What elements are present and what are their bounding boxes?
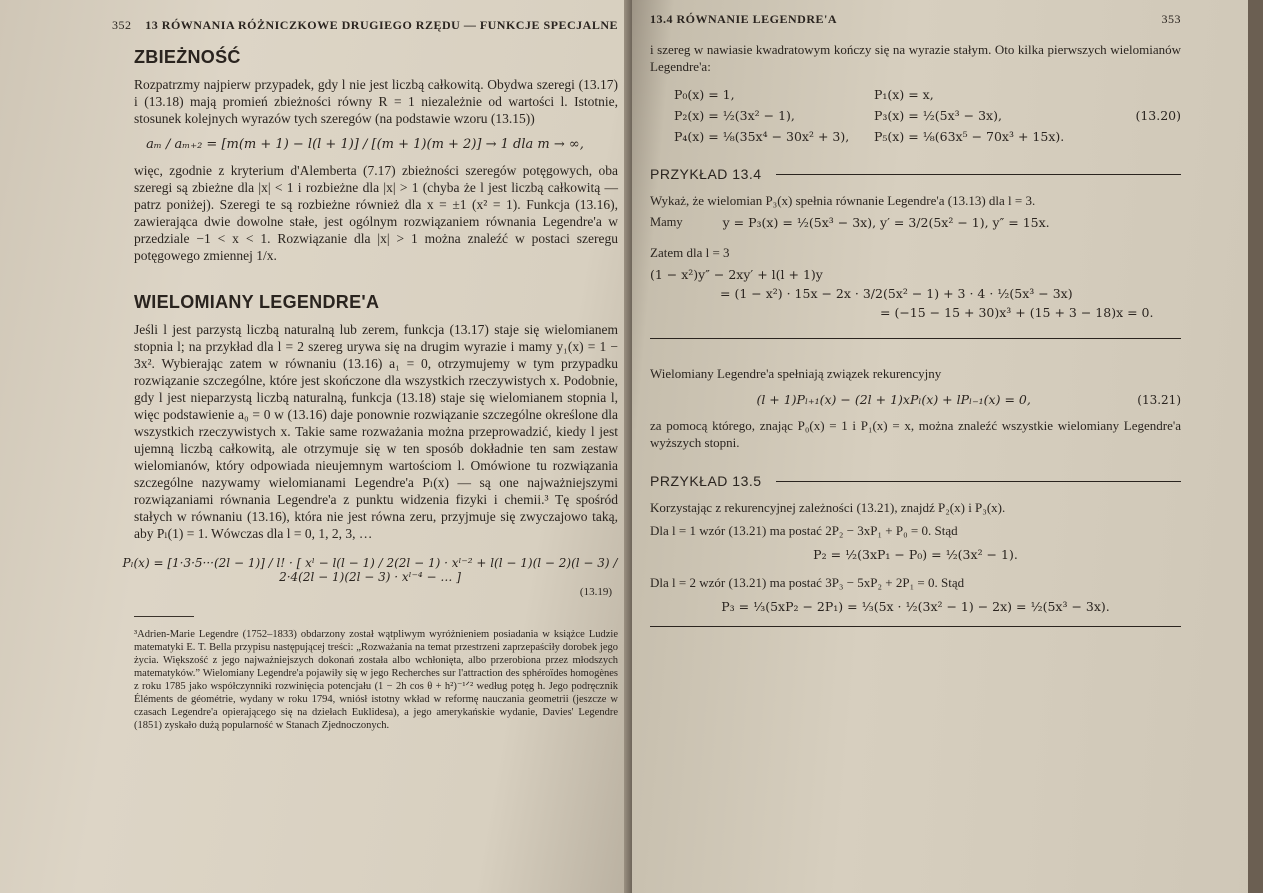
example-13-5-step2: Dla l = 2 wzór (13.21) ma postać 3P₃ − 5xP₂ + 2P₁ = 0. Stąd — [650, 575, 965, 590]
footnote-divider — [134, 616, 194, 617]
example-13-5-result1: P₂ = ½(3xP₁ − P₀) = ½(3x² − 1). — [813, 547, 1018, 562]
formula-13-19: Pₗ(x) = [1·3·5···(2l − 1)] / l! · [ xˡ − l(l − 1) / 2(2l − 1) · xˡ⁻² + l(l − 1)(l − 2)(l − 3) / 2·4(2l − 1)(2l − 3) · xˡ⁻⁴ − … ] — [122, 556, 618, 584]
example-13-4-task: Wykaż, że wielomian P₃(x) spełnia równanie Legendre'a (13.13) dla l = 3. — [650, 193, 1036, 208]
example-13-4-derivatives — [650, 215, 1181, 230]
right-page-number: 353 — [1161, 12, 1181, 26]
recurrence-row — [650, 392, 1181, 407]
left-page-number: 352 — [112, 18, 132, 32]
example-13-5-task: Korzystając z rekurencyjnej zależności (13.21), znajdź P₂(x) i P₃(x). — [650, 500, 1006, 515]
convergence-paragraph-2: więc, zgodnie z kryterium d'Alemberta (7.17) zbieżności szeregów potęgowych, oba szeregi są zbieżne dla |x| < 1 i rozbieżne dla |x| > 1 (chyba że l jest liczbą całkowitą — patrz poniżej). Szeregi te są rozbieżne również dla x = ±1 (x² = 1). Funkcja (13.16), zawierająca dwie dowolne stałe, jest ogólnym rozwiązaniem równania Legendre'a w przedziale −1 < x < 1. Rozwiązanie dla |x| > 1 można znaleźć w postaci szeregu potęgowego zmiennej 1/x. — [134, 163, 618, 263]
example-13-4-title: PRZYKŁAD 13.4 — [650, 166, 762, 182]
example-13-5-title: PRZYKŁAD 13.5 — [650, 473, 762, 489]
verification-line-3: = (−15 − 15 + 30)x³ + (15 + 3 − 18)x = 0. — [880, 305, 1154, 320]
zatem-label: Zatem dla l = 3 — [650, 245, 730, 260]
legendre-polynomial-list — [674, 87, 1181, 144]
eqno-13-21: (13.21) — [1137, 392, 1181, 407]
recurrence-formula: (l + 1)Pₗ₊₁(x) − (2l + 1)xPₗ(x) + lPₗ₋₁(x) = 0, — [756, 392, 1031, 407]
example-13-4-end-rule — [650, 338, 1181, 339]
left-running-title: 13 RÓWNANIA RÓŻNICZKOWE DRUGIEGO RZĘDU — FUNKCJE SPECJALNE — [145, 18, 618, 32]
section-title-legendre-polynomials: WIELOMIANY LEGENDRE'A — [134, 292, 380, 312]
legendre-polynomials-paragraph: Jeśli l jest parzystą liczbą naturalną lub zerem, funkcja (13.17) staje się wielomianem stopnia l; na przykład dla l = 2 szereg urywa się na drugim wyrazie i mamy y₁(x) = 1 − 3x². Wybierając zatem w równaniu (13.16) a₁ = 0, otrzymujemy w tym przypadku rozwiązanie szczególne, które jest skończone dla wszystkich rzeczywistych x. Podobnie, gdy l jest nieparzystą liczbą naturalną, funkcja (13.18) staje się wielomianem stopnia l, więc podstawienie a₀ = 0 w (13.16) daje ponownie rozwiązanie szczególne określone dla wszystkich rzeczywistych x. Takie same rozważania można przeprowadzić, kiedy l jest ujemną liczbą całkowitą, ale otrzymuje się w ten sposób dokładnie ten sam zestaw wielomianów, który odpowiada nieujemnym wartościom l. Omówione tu rozwiązania szczególne nazywamy wielomianami Legendre'a Pₗ(x) — są one najważniejszymi rozwiązaniami równania Legendre'a z punktu widzenia fizyki i chemii.³ Tę spośród stałych w równaniu (13.16), która nie jest równa zeru, przyjmuje się zwyczajowo taką, aby Pₗ(1) = 1. Wówczas dla l = 0, 1, 2, 3, … — [134, 322, 618, 541]
example-13-4-rule — [776, 174, 1181, 175]
example-13-5-header — [650, 473, 1181, 489]
verification-line-1: (1 − x²)y″ − 2xy′ + l(l + 1)y — [650, 267, 823, 282]
example-13-5-step1: Dla l = 1 wzór (13.21) ma postać 2P₂ − 3xP₁ + P₀ = 0. Stąd — [650, 523, 958, 538]
recurrence-intro: Wielomiany Legendre'a spełniają związek rekurencyjny — [650, 366, 942, 381]
poly-p1: P₁(x) = x, — [874, 87, 934, 102]
poly-p5: P₅(x) = ⅛(63x⁵ − 70x³ + 15x). — [874, 129, 1065, 144]
poly-p2: P₂(x) = ½(3x² − 1), — [674, 108, 795, 123]
section-title-zbieznosc: ZBIEŻNOŚĆ — [134, 47, 241, 67]
left-running-head — [112, 18, 618, 33]
legendre-intro: i szereg w nawiasie kwadratowym kończy się na wyrazie stałym. Oto kilka pierwszych wielomianów Legendre'a: — [650, 42, 1181, 74]
poly-p0: P₀(x) = 1, — [674, 87, 735, 102]
example-13-5-result2: P₃ = ⅓(5xP₂ − 2P₁) = ⅓(5x · ½(3x² − 1) − 2x) = ½(5x³ − 3x). — [721, 599, 1110, 614]
example-13-4-header — [650, 166, 1181, 182]
poly-p4: P₄(x) = ⅛(35x⁴ − 30x² + 3), — [674, 129, 850, 144]
convergence-paragraph-1: Rozpatrzmy najpierw przypadek, gdy l nie jest liczbą całkowitą. Obydwa szeregi (13.17) i (13.18) mają promień zbieżności równy R = 1 niezależnie od wartości l. Istotnie, stosunek kolejnych wyrazów tych szeregów (na podstawie wzoru (13.15)) — [134, 77, 618, 126]
poly-p3: P₃(x) = ½(5x³ − 3x), — [874, 108, 1002, 123]
verification-line-2: = (1 − x²) · 15x − 2x · 3/2(5x² − 1) + 3 · 4 · ½(5x³ − 3x) — [720, 286, 1073, 301]
eqno-13-19: (13.19) — [579, 586, 612, 598]
book-right-edge — [1248, 0, 1263, 893]
recurrence-after: za pomocą którego, znając P₀(x) = 1 i P₁(x) = x, można znaleźć wszystkie wielomiany Legendre'a wyższych stopni. — [650, 418, 1181, 450]
derivatives-formula: y = P₃(x) = ½(5x³ − 3x), y′ = 3/2(5x² − 1), y″ = 15x. — [722, 215, 1050, 230]
right-running-head — [650, 12, 1181, 27]
ratio-formula: aₘ / aₘ₊₂ = [m(m + 1) − l(l + 1)] / [(m + 1)(m + 2)] → 1 dla m → ∞, — [146, 137, 584, 152]
right-page — [632, 0, 1263, 893]
eqno-13-20: (13.20) — [1135, 108, 1181, 123]
footnote-legendre: ³Adrien-Marie Legendre (1752–1833) obdarzony został wątpliwym wyróżnieniem posiadania w książce Ludzie matematyki E. T. Bella przypisu następującej treści: „Rozważania na temat przestrzeni zaprzepaściły dorobek jego życia. Większość z jego najważniejszych dokonań została albo wchłonięta, albo przerobiona przez młodszych matematyków.” Wielomiany Legendre'a pojawiły się w jego Recherches sur l'attraction des sphéroïdes homogènes z roku 1785 jako współczynniki rozwinięcia potencjału (1 − 2h cos θ + h²)⁻¹ᐟ² według potęg h. Jego podręcznik Éléments de géométrie, wydany w roku 1794, wniósł istotny wkład w reformę nauczania geometrii (jeszcze w czasach Legendre'a opierającego się na dziełach Euklidesa), a jego amerykańskie wydanie, Davies' Legendre (1851) zyskało dużą popularność w Stanach Zjednoczonych. — [134, 628, 618, 731]
example-13-5-end-rule — [650, 626, 1181, 627]
example-13-5-rule — [776, 481, 1181, 482]
right-running-title: 13.4 RÓWNANIE LEGENDRE'A — [650, 12, 838, 26]
mamy-label: Mamy — [650, 215, 683, 229]
